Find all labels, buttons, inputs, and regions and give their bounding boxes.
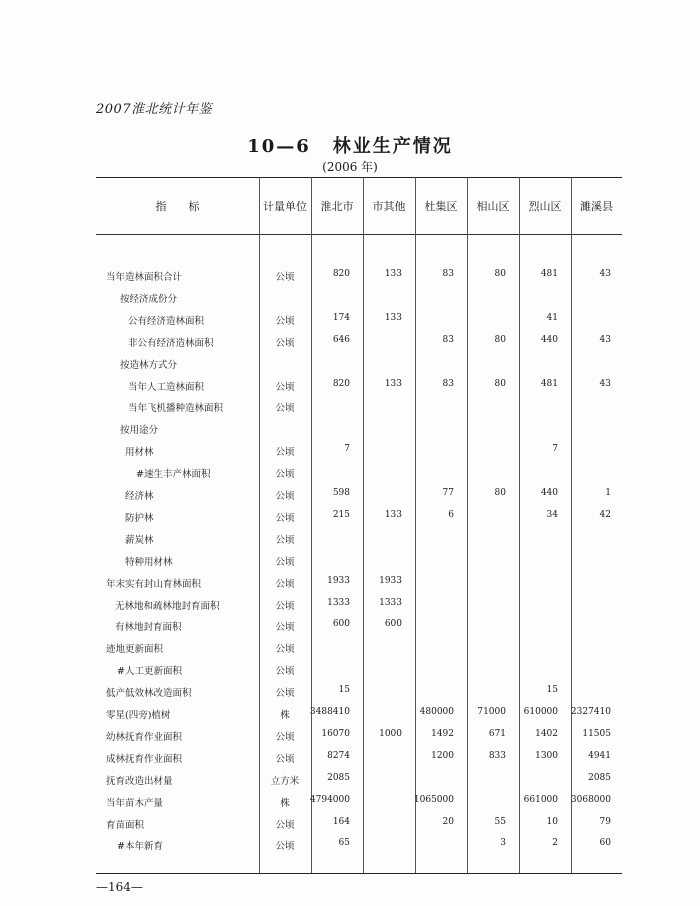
row-label: 当年人工造林面积 xyxy=(128,381,205,393)
row-label: 低产低效林改造面积 xyxy=(106,688,192,700)
row-label: 迹地更新面积 xyxy=(106,644,164,656)
table-row xyxy=(0,466,700,488)
row-unit: 公顷 xyxy=(275,512,295,524)
row-value: 43 xyxy=(599,334,611,345)
row-value: 480000 xyxy=(419,707,454,717)
row-value: 8274 xyxy=(327,750,350,761)
column-header-region: 濉溪县 xyxy=(580,200,613,213)
table-row xyxy=(0,357,700,379)
row-value: 215 xyxy=(332,509,350,520)
table-row xyxy=(0,444,700,466)
table-row xyxy=(0,838,700,860)
row-value: 7 xyxy=(344,444,350,455)
row-label: 薪炭林 xyxy=(125,534,154,546)
row-label: 公有经济造林面积 xyxy=(128,315,205,327)
row-value: 820 xyxy=(332,378,350,389)
row-value: 43 xyxy=(599,269,611,279)
row-value: 65 xyxy=(338,838,350,849)
row-value: 6 xyxy=(448,509,454,520)
row-value: 41 xyxy=(546,312,558,323)
row-unit: 公顷 xyxy=(275,534,295,546)
row-value: 661000 xyxy=(523,794,558,805)
table-row xyxy=(0,554,700,576)
row-value: 1492 xyxy=(431,728,454,739)
row-unit: 公顷 xyxy=(275,578,295,590)
row-value: 71000 xyxy=(477,707,506,717)
row-value: 79 xyxy=(599,816,611,827)
row-label: 有林地封育面积 xyxy=(115,622,182,634)
row-label: 经济林 xyxy=(125,491,154,502)
row-value: 1933 xyxy=(379,575,402,586)
row-value: 833 xyxy=(488,750,506,761)
column-header-region: 烈山区 xyxy=(528,200,562,213)
row-value: 4794000 xyxy=(309,794,350,805)
row-value: 1333 xyxy=(379,597,402,608)
row-unit: 公顷 xyxy=(275,666,295,678)
row-label: 当年造林面积合计 xyxy=(106,272,183,283)
row-label: #速生丰产林面积 xyxy=(136,469,211,481)
table-row xyxy=(0,400,700,422)
table-number: 10—6 xyxy=(247,136,311,157)
page-number: —164— xyxy=(96,880,143,894)
row-label: 按造林方式分 xyxy=(120,359,178,371)
row-value: 55 xyxy=(494,816,506,827)
table-row xyxy=(0,729,700,751)
table-bottom-rule xyxy=(96,873,622,874)
row-value: 133 xyxy=(384,269,402,279)
row-value: 43 xyxy=(599,378,611,389)
column-header-region: 淮北市 xyxy=(320,200,354,213)
row-value: 600 xyxy=(332,619,350,630)
row-value: 481 xyxy=(540,269,558,279)
table-row xyxy=(0,379,700,401)
table-row xyxy=(0,510,700,532)
table-row xyxy=(0,532,700,554)
row-value: 2085 xyxy=(327,772,350,783)
row-value: 1200 xyxy=(431,750,454,761)
row-value: 2327410 xyxy=(570,707,611,717)
row-value: 2 xyxy=(552,838,558,849)
row-value: 671 xyxy=(488,728,506,739)
row-unit: 公顷 xyxy=(275,644,295,656)
row-value: 83 xyxy=(442,334,454,345)
row-value: 83 xyxy=(442,269,454,279)
column-header-unit: 计量单位 xyxy=(263,200,307,213)
row-label: 按经济成份分 xyxy=(120,293,178,305)
row-value: 10 xyxy=(546,816,558,827)
table-row xyxy=(0,269,700,291)
row-value: 600 xyxy=(384,619,402,630)
row-value: 164 xyxy=(332,816,350,827)
row-unit: 公顷 xyxy=(275,819,295,831)
table-row xyxy=(0,335,700,357)
row-value: 440 xyxy=(540,334,558,345)
row-label: 当年飞机播种造林面积 xyxy=(128,403,224,415)
row-label: 抚育改造出材量 xyxy=(106,775,173,787)
table-row xyxy=(0,576,700,598)
row-label: 育苗面积 xyxy=(106,819,145,831)
row-value: 174 xyxy=(332,312,350,323)
table-top-rule xyxy=(96,177,622,178)
row-value: 16070 xyxy=(321,728,350,739)
row-value: 3 xyxy=(500,838,506,849)
row-label: 成林抚育作业面积 xyxy=(106,753,183,765)
yearbook-header: 2007淮北统计年鉴 xyxy=(96,102,213,117)
row-label: 防护林 xyxy=(125,512,154,524)
table-row xyxy=(0,773,700,795)
table-row xyxy=(0,685,700,707)
table-title xyxy=(0,132,700,158)
row-label: 无林地和疏林地封育面积 xyxy=(115,600,220,612)
row-value: 60 xyxy=(599,838,611,849)
row-value: 4941 xyxy=(588,750,611,761)
row-unit: 株 xyxy=(280,710,290,721)
row-unit: 公顷 xyxy=(275,381,295,393)
row-value: 133 xyxy=(384,312,402,323)
row-value: 1933 xyxy=(327,575,350,586)
row-label: 用材林 xyxy=(125,447,154,459)
row-unit: 公顷 xyxy=(275,622,295,634)
row-label: 零星(四旁)植树 xyxy=(106,710,171,721)
row-unit: 公顷 xyxy=(275,688,295,700)
row-value: 34 xyxy=(546,509,558,520)
table-row xyxy=(0,598,700,620)
row-unit: 公顷 xyxy=(275,403,295,415)
row-unit: 公顷 xyxy=(275,337,295,349)
table-row xyxy=(0,291,700,313)
table-title-text: 林业生产情况 xyxy=(332,136,453,157)
row-unit: 公顷 xyxy=(275,447,295,459)
table-row xyxy=(0,641,700,663)
table-year: (2006 年) xyxy=(322,160,378,174)
table-row xyxy=(0,313,700,335)
row-value: 3068000 xyxy=(570,794,611,805)
row-value: 2085 xyxy=(588,772,611,783)
row-label: 非公有经济造林面积 xyxy=(128,337,214,349)
table-row xyxy=(0,707,700,729)
row-label: 按用途分 xyxy=(120,425,159,437)
row-unit: 公顷 xyxy=(275,469,295,481)
table-row xyxy=(0,619,700,641)
row-unit: 公顷 xyxy=(275,753,295,765)
row-value: 1333 xyxy=(327,597,350,608)
row-unit: 公顷 xyxy=(275,491,295,502)
row-value: 440 xyxy=(540,488,558,498)
row-label: #本年新育 xyxy=(117,841,163,853)
row-unit: 公顷 xyxy=(275,315,295,327)
row-unit: 公顷 xyxy=(275,600,295,612)
row-value: 481 xyxy=(540,378,558,389)
row-label: 年末实有封山育林面积 xyxy=(106,578,202,590)
row-value: 1402 xyxy=(535,728,558,739)
row-unit: 株 xyxy=(280,797,290,809)
row-value: 11505 xyxy=(582,728,611,739)
column-header-region: 相山区 xyxy=(476,200,510,213)
row-value: 80 xyxy=(494,269,506,279)
column-header-region: 市其他 xyxy=(372,200,406,213)
row-value: 133 xyxy=(384,509,402,520)
row-value: 42 xyxy=(599,509,611,520)
row-value: 820 xyxy=(332,269,350,279)
row-value: 1300 xyxy=(535,750,558,761)
row-value: 1065000 xyxy=(413,794,454,805)
row-value: 610000 xyxy=(523,707,558,717)
row-value: 83 xyxy=(442,378,454,389)
row-value: 3488410 xyxy=(309,707,350,717)
table-row xyxy=(0,422,700,444)
row-value: 80 xyxy=(494,334,506,345)
row-unit: 公顷 xyxy=(275,841,295,853)
table-row xyxy=(0,795,700,817)
table-row xyxy=(0,817,700,839)
row-value: 1 xyxy=(605,488,611,498)
row-value: 80 xyxy=(494,488,506,498)
row-unit: 公顷 xyxy=(275,272,295,283)
row-value: 15 xyxy=(338,685,350,696)
row-label: 当年苗木产量 xyxy=(106,797,164,809)
row-value: 1000 xyxy=(379,728,402,739)
table-row xyxy=(0,751,700,773)
row-value: 77 xyxy=(442,488,454,498)
row-label: 特种用材林 xyxy=(125,556,173,568)
row-label: 幼林抚育作业面积 xyxy=(106,731,183,743)
column-header-region: 杜集区 xyxy=(424,200,458,213)
row-unit: 立方米 xyxy=(270,775,300,787)
row-label: #人工更新面积 xyxy=(117,666,182,678)
row-unit: 公顷 xyxy=(275,556,295,568)
row-value: 598 xyxy=(332,488,350,498)
row-value: 7 xyxy=(552,444,558,455)
table-header-rule xyxy=(96,234,622,235)
table-row xyxy=(0,488,700,510)
table-row xyxy=(0,663,700,685)
row-value: 20 xyxy=(442,816,454,827)
column-header-indicator: 指 标 xyxy=(155,200,200,213)
row-value: 646 xyxy=(332,334,350,345)
row-unit: 公顷 xyxy=(275,731,295,743)
row-value: 15 xyxy=(546,685,558,696)
row-value: 133 xyxy=(384,378,402,389)
row-value: 80 xyxy=(494,378,506,389)
